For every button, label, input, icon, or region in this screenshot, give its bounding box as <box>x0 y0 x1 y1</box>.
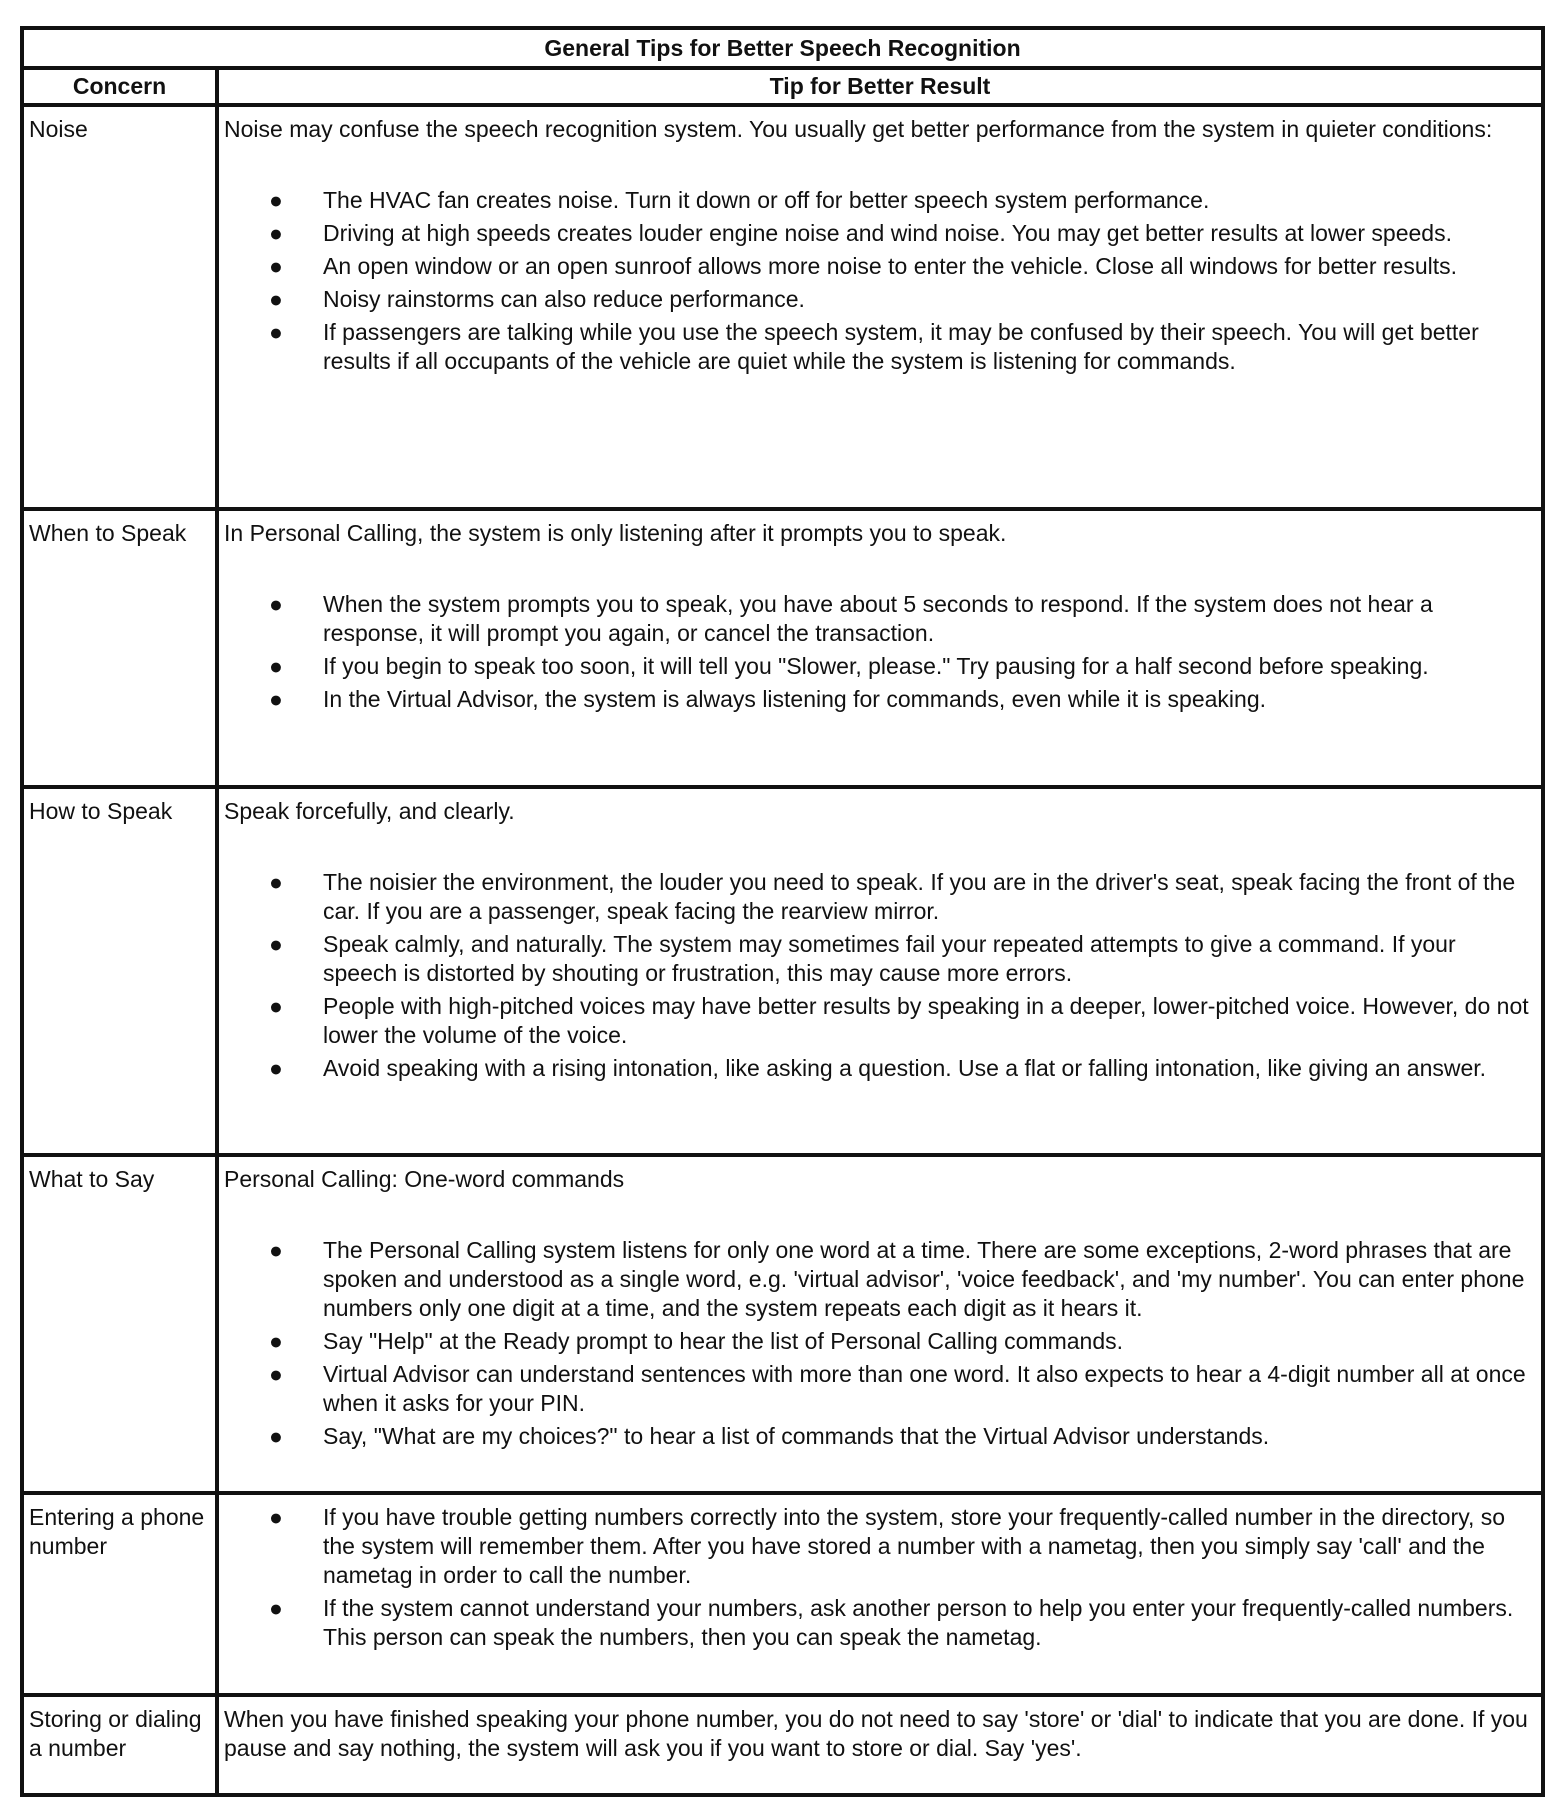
tip-column-header: Tip for Better Result <box>217 68 1543 105</box>
list-item: ● An open window or an open sunroof allows more noise to enter the vehicle. Close all windows for better results. <box>269 253 1457 279</box>
bullet-dot-icon: ● <box>269 1055 283 1081</box>
concern-cell: Entering a phone number <box>22 1493 217 1695</box>
table-title-row <box>22 28 1543 68</box>
table-row-storing-or-dialing <box>22 1695 1543 1795</box>
tip-cell <box>217 105 1543 509</box>
list-item: ● Driving at high speeds creates louder engine noise and wind noise. You may get better results at lower speeds. <box>269 220 1452 246</box>
tip-bullet-list <box>224 186 1533 376</box>
tip-bullet-list <box>224 1236 1533 1451</box>
bullet-dot-icon: ● <box>269 187 283 213</box>
tip-cell <box>217 1155 1543 1493</box>
table-row-how-to-speak <box>22 787 1543 1155</box>
list-item: ● Noisy rainstorms can also reduce performance. <box>269 286 805 312</box>
tip-bullet-list <box>224 868 1533 1083</box>
bullet-dot-icon: ● <box>269 1361 283 1387</box>
list-item: ● Virtual Advisor can understand sentences with more than one word. It also expects to hear a 4-digit number all at once when it asks for your PIN. <box>269 1361 1526 1416</box>
bullet-dot-icon: ● <box>269 591 283 617</box>
table-title: General Tips for Better Speech Recognition <box>22 28 1543 68</box>
table-row-when-to-speak <box>22 509 1543 787</box>
bullet-dot-icon: ● <box>269 319 283 345</box>
concern-cell: How to Speak <box>22 787 217 1155</box>
tip-intro: Personal Calling: One-word commands <box>224 1166 625 1192</box>
concern-cell: When to Speak <box>22 509 217 787</box>
list-item: ● The noisier the environment, the louder you need to speak. If you are in the driver's seat, speak facing the front of the car. If you are a passenger, speak facing the rearview mirror. <box>269 869 1516 924</box>
speech-tips-table <box>20 26 1545 1797</box>
list-item: ● In the Virtual Advisor, the system is always listening for commands, even while it is speaking. <box>269 686 1267 712</box>
bullet-dot-icon: ● <box>269 1237 283 1263</box>
concern-cell: What to Say <box>22 1155 217 1493</box>
concern-column-header: Concern <box>22 68 217 105</box>
bullet-dot-icon: ● <box>269 653 283 679</box>
list-item: ● If passengers are talking while you use the speech system, it may be confused by their speech. You will get better results if all occupants of the vehicle are quiet while the system is listening for commands. <box>269 319 1479 374</box>
list-item: ● Say "Help" at the Ready prompt to hear the list of Personal Calling commands. <box>269 1328 1124 1354</box>
list-item: ● When the system prompts you to speak, you have about 5 seconds to respond. If the system does not hear a response, it will prompt you again, or cancel the transaction. <box>269 591 1433 646</box>
table-row-noise <box>22 105 1543 509</box>
tip-cell <box>217 509 1543 787</box>
bullet-dot-icon: ● <box>269 869 283 895</box>
bullet-dot-icon: ● <box>269 1328 283 1354</box>
tip-bullet-list <box>224 1503 1533 1652</box>
bullet-dot-icon: ● <box>269 220 283 246</box>
list-item: ● Avoid speaking with a rising intonation, like asking a question. Use a flat or falling intonation, like giving an answer. <box>269 1055 1487 1081</box>
list-item: ● If you have trouble getting numbers correctly into the system, store your frequently-called number in the directory, so the system will remember them. After you have stored a number with a nametag, then you simply say 'call' and the nametag in order to call the number. <box>269 1504 1506 1588</box>
table-row-entering-phone-number <box>22 1493 1543 1695</box>
bullet-dot-icon: ● <box>269 931 283 957</box>
table-row-what-to-say <box>22 1155 1543 1493</box>
list-item: ● Speak calmly, and naturally. The system may sometimes fail your repeated attempts to give a command. If your speech is distorted by shouting or frustration, this may cause more errors. <box>269 931 1456 986</box>
bullet-dot-icon: ● <box>269 1595 283 1621</box>
bullet-dot-icon: ● <box>269 1504 283 1530</box>
list-item: ● Say, "What are my choices?" to hear a list of commands that the Virtual Advisor understands. <box>269 1423 1270 1449</box>
list-item: ● If you begin to speak too soon, it will tell you "Slower, please." Try pausing for a half second before speaking. <box>269 653 1429 679</box>
tip-intro: Speak forcefully, and clearly. <box>224 798 515 824</box>
tip-intro: Noise may confuse the speech recognition system. You usually get better performance from the system in quieter conditions: <box>224 116 1493 142</box>
bullet-dot-icon: ● <box>269 993 283 1019</box>
tip-cell <box>217 1493 1543 1695</box>
bullet-dot-icon: ● <box>269 686 283 712</box>
concern-cell: Storing or dialing a number <box>22 1695 217 1795</box>
tip-bullet-list <box>224 590 1533 714</box>
list-item: ● The Personal Calling system listens for only one word at a time. There are some exceptions, 2-word phrases that are spoken and understood as a single word, e.g. 'virtual advisor', 'voice feedback', and 'my number'. You can enter phone numbers only one digit at a time, and the system repeats each digit as it hears it. <box>269 1237 1525 1321</box>
concern-cell: Noise <box>22 105 217 509</box>
bullet-dot-icon: ● <box>269 1423 283 1449</box>
tip-intro: In Personal Calling, the system is only listening after it prompts you to speak. <box>224 520 1007 546</box>
list-item: ● People with high-pitched voices may have better results by speaking in a deeper, lower-pitched voice. However, do not lower the volume of the voice. <box>269 993 1529 1048</box>
list-item: ● If the system cannot understand your numbers, ask another person to help you enter your frequently-called numbers. This person can speak the numbers, then you can speak the nametag. <box>269 1595 1514 1650</box>
bullet-dot-icon: ● <box>269 253 283 279</box>
list-item: ● The HVAC fan creates noise. Turn it down or off for better speech system performance. <box>269 187 1210 213</box>
table-header-row <box>22 68 1543 105</box>
tip-intro: When you have finished speaking your phone number, you do not need to say 'store' or 'dial' to indicate that you are done. If you pause and say nothing, the system will ask you if you want to store or dial. Say 'yes'. <box>224 1706 1528 1761</box>
bullet-dot-icon: ● <box>269 286 283 312</box>
tip-cell <box>217 787 1543 1155</box>
tip-cell <box>217 1695 1543 1795</box>
